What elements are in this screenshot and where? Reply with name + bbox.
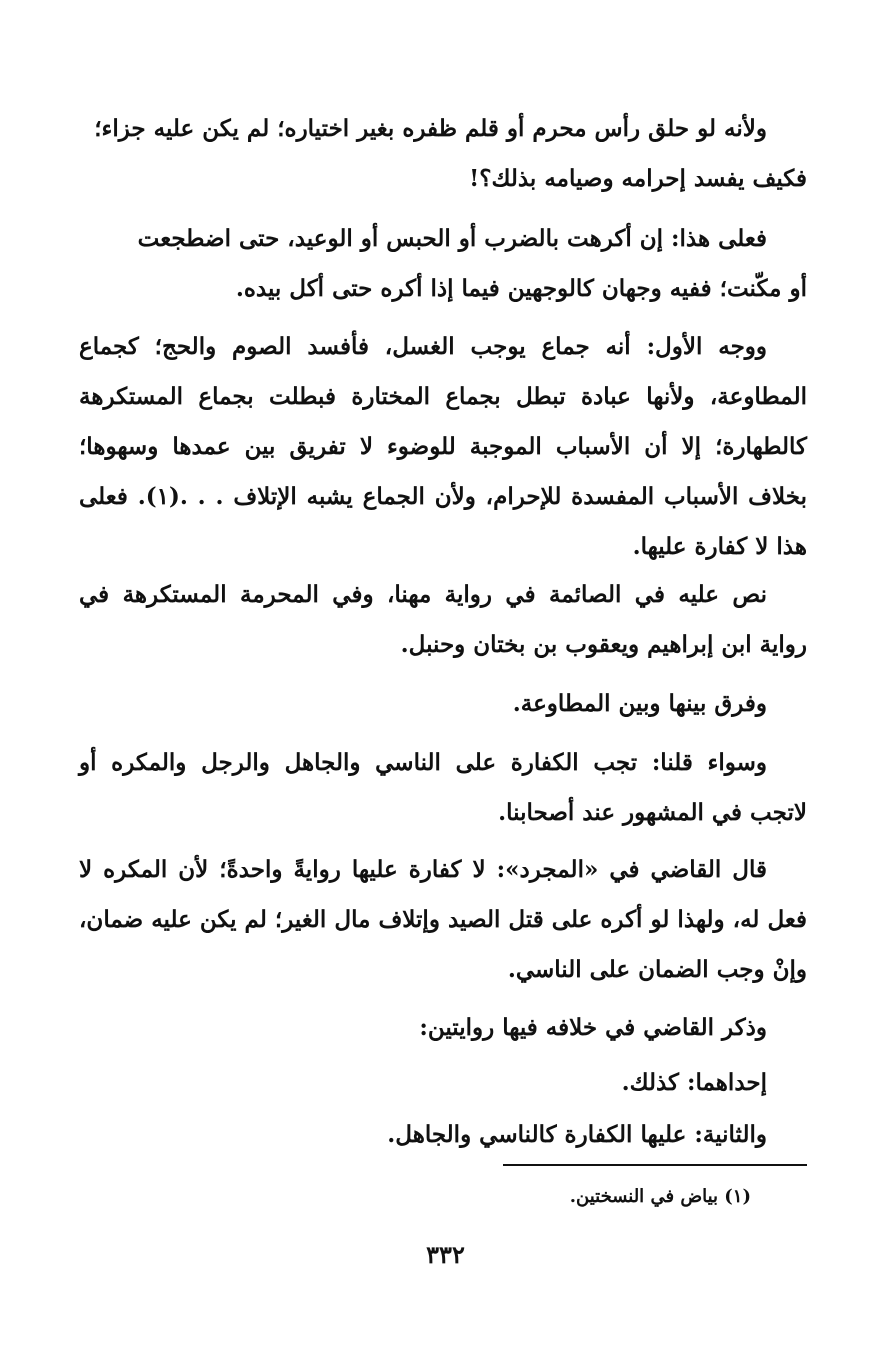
paragraph-9-lead: إحداهما: [687, 1069, 767, 1096]
paragraph-6-text: وسواء قلنا: تجب الكفارة على الناسي والجاهل والرجل والمكره أو لاتجب في المشهور عند أصحابنا. [79, 749, 807, 826]
paragraph-3-text: أنه جماع يوجب الغسل، فأفسد الصوم والحج؛ كجماع المطاوعة، ولأنها عبادة تبطل بجماع المختارة فبطلت بجماع المستكرهة كالطهارة؛ إلا أن الأسباب الموجبة للوضوء لا تفريق بين عمدها وسهوها؛ بخلاف الأسباب المفسدة للإحرام، ولأن الجماع يشبه الإتلاف . . .(١). فعلى هذا لا كفارة عليها. [79, 333, 807, 560]
paragraph-8-text: وذكر القاضي في خلافه فيها روايتين: [419, 1014, 767, 1041]
paragraph-2 [79, 214, 807, 314]
main-text-4 [79, 570, 807, 670]
main-text-5 [79, 679, 807, 729]
paragraph-6 [79, 738, 807, 838]
paragraph-2-line-2: أو مكّنت؛ ففيه وجهان كالوجهين فيما إذا أكره حتى أكل بيده. [235, 275, 807, 302]
paragraph-1-line-1: ولأنه لو حلق رأس محرم أو قلم ظفره بغير اختياره؛ لم يكن عليه جزاء؛ [94, 115, 767, 142]
main-text-3 [79, 322, 807, 572]
paragraph-9 [79, 1058, 807, 1108]
page-number: ٣٣٢ [426, 1240, 465, 1269]
main-text-2 [79, 214, 807, 314]
paragraph-4-text: نص عليه في الصائمة في رواية مهنا، وفي المحرمة المستكرهة في رواية ابن إبراهيم ويعقوب بن بختان وحنبل. [79, 581, 807, 658]
footnote-divider [503, 1164, 807, 1166]
paragraph-7 [79, 845, 807, 995]
paragraph-5-text: وفرق بينها وبين المطاوعة. [512, 690, 767, 717]
paragraph-10-lead: والثانية: [694, 1121, 767, 1148]
paragraph-8 [79, 1003, 807, 1053]
paragraph-2-line-1: فعلى هذا: إن أكرهت بالضرب أو الحبس أو الوعيد، حتى اضطجعت [137, 225, 767, 252]
paragraph-7-text: قال القاضي في «المجرد»: لا كفارة عليها روايةً واحدةً؛ لأن المكره لا فعل له، ولهذا لو أكره على قتل الصيد وإتلاف مال الغير؛ لم يكن عليه ضمان، وإنْ وجب الضمان على الناسي. [79, 856, 807, 983]
paragraph-9-text: كذلك. [621, 1069, 679, 1096]
paragraph-5 [79, 679, 807, 729]
paragraph-1 [79, 104, 807, 204]
paragraph-3-lead: ووجه الأول: [646, 333, 767, 360]
main-text-7 [79, 845, 807, 995]
main-text-8 [79, 1003, 807, 1053]
paragraph-10 [79, 1110, 807, 1160]
main-text-6 [79, 738, 807, 838]
main-text-10 [79, 1110, 807, 1160]
main-text-9 [79, 1058, 807, 1108]
paragraph-3 [79, 322, 807, 572]
paragraph-1-line-2: فكيف يفسد إحرامه وصيامه بذلك؟! [469, 165, 807, 192]
paragraph-10-text: عليها الكفارة كالناسي والجاهل. [387, 1121, 687, 1148]
main-text [79, 104, 807, 204]
paragraph-4 [79, 570, 807, 670]
footnote: (١) بياض في النسختين. [569, 1186, 751, 1207]
